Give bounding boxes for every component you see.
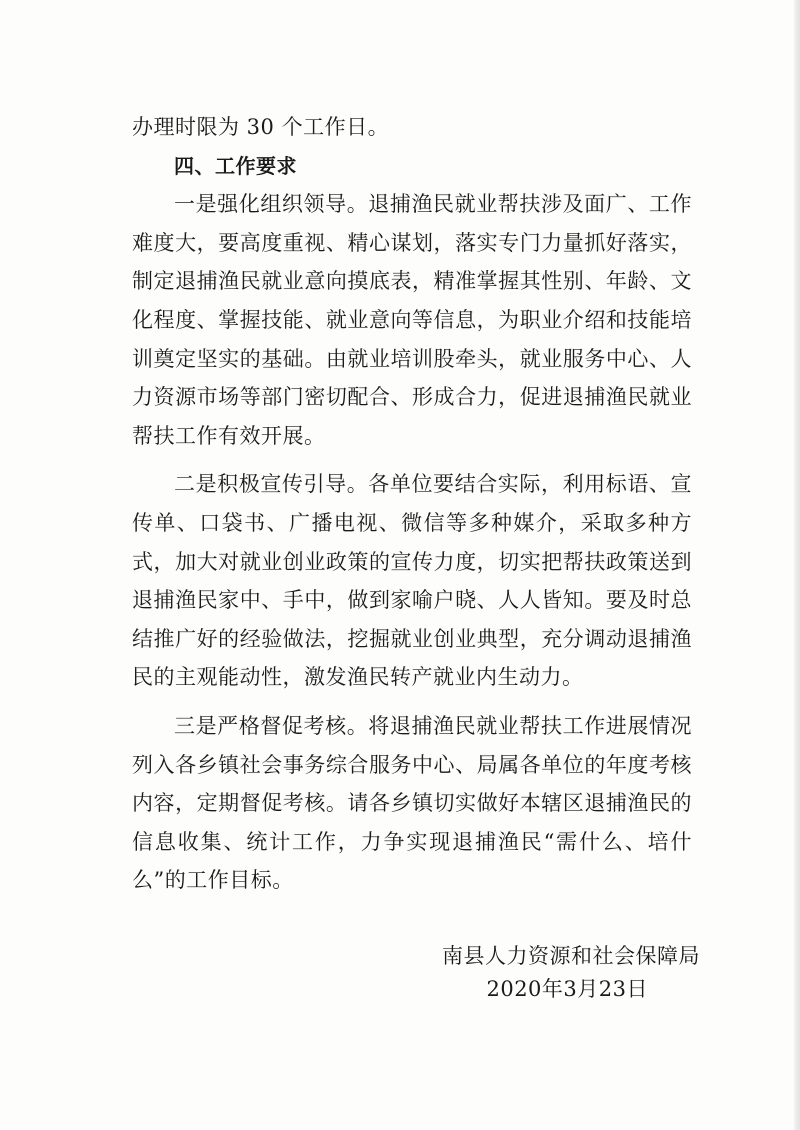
section-heading: 四、工作要求 [174,153,297,178]
signature-block [380,940,700,1006]
document-body [132,108,692,900]
paragraph-gap [132,455,692,465]
paragraph-organization: 一是强化组织领导。退捕渔民就业帮扶涉及面广、工作难度大，要高度重视、精心谋划，落实专门力量抓好落实，制定退捕渔民就业意向摸底表，精准掌握其性别、年龄、文化程度、掌握技能、就业意向等信息，为职业介绍和技能培训奠定坚实的基础。由就业培训股牵头，就业服务中心、人力资源市场等部门密切配合、形成合力，促进退捕渔民就业帮扶工作有效开展。 [132,192,692,448]
signature-organization: 南县人力资源和社会保障局 [442,944,700,968]
page-edge-shadow [794,0,800,1130]
paragraph-publicity: 二是积极宣传引导。各单位要结合实际，利用标语、宣传单、口袋书、广播电视、微信等多种媒介，采取多种方式，加大对就业创业政策的宣传力度，切实把帮扶政策送到退捕渔民家中、手中，做到家喻户晓、人人皆知。要及时总结推广好的经验做法，挖掘就业创业典型，充分调动退捕渔民的主观能动性，激发渔民转产就业内生动力。 [132,472,692,690]
continuation-line: 办理时限为 30 个工作日。 [132,115,390,139]
paragraph-gap [132,697,692,707]
signature-date: 2020年3月23日 [486,977,648,1001]
paragraph-assessment: 三是严格督促考核。将退捕渔民就业帮扶工作进展情况列入各乡镇社会事务综合服务中心、局属各单位的年度考核内容，定期督促考核。请各乡镇切实做好本辖区退捕渔民的信息收集、统计工作，力争实现退捕渔民“需什么、培什么”的工作目标。 [132,713,692,893]
